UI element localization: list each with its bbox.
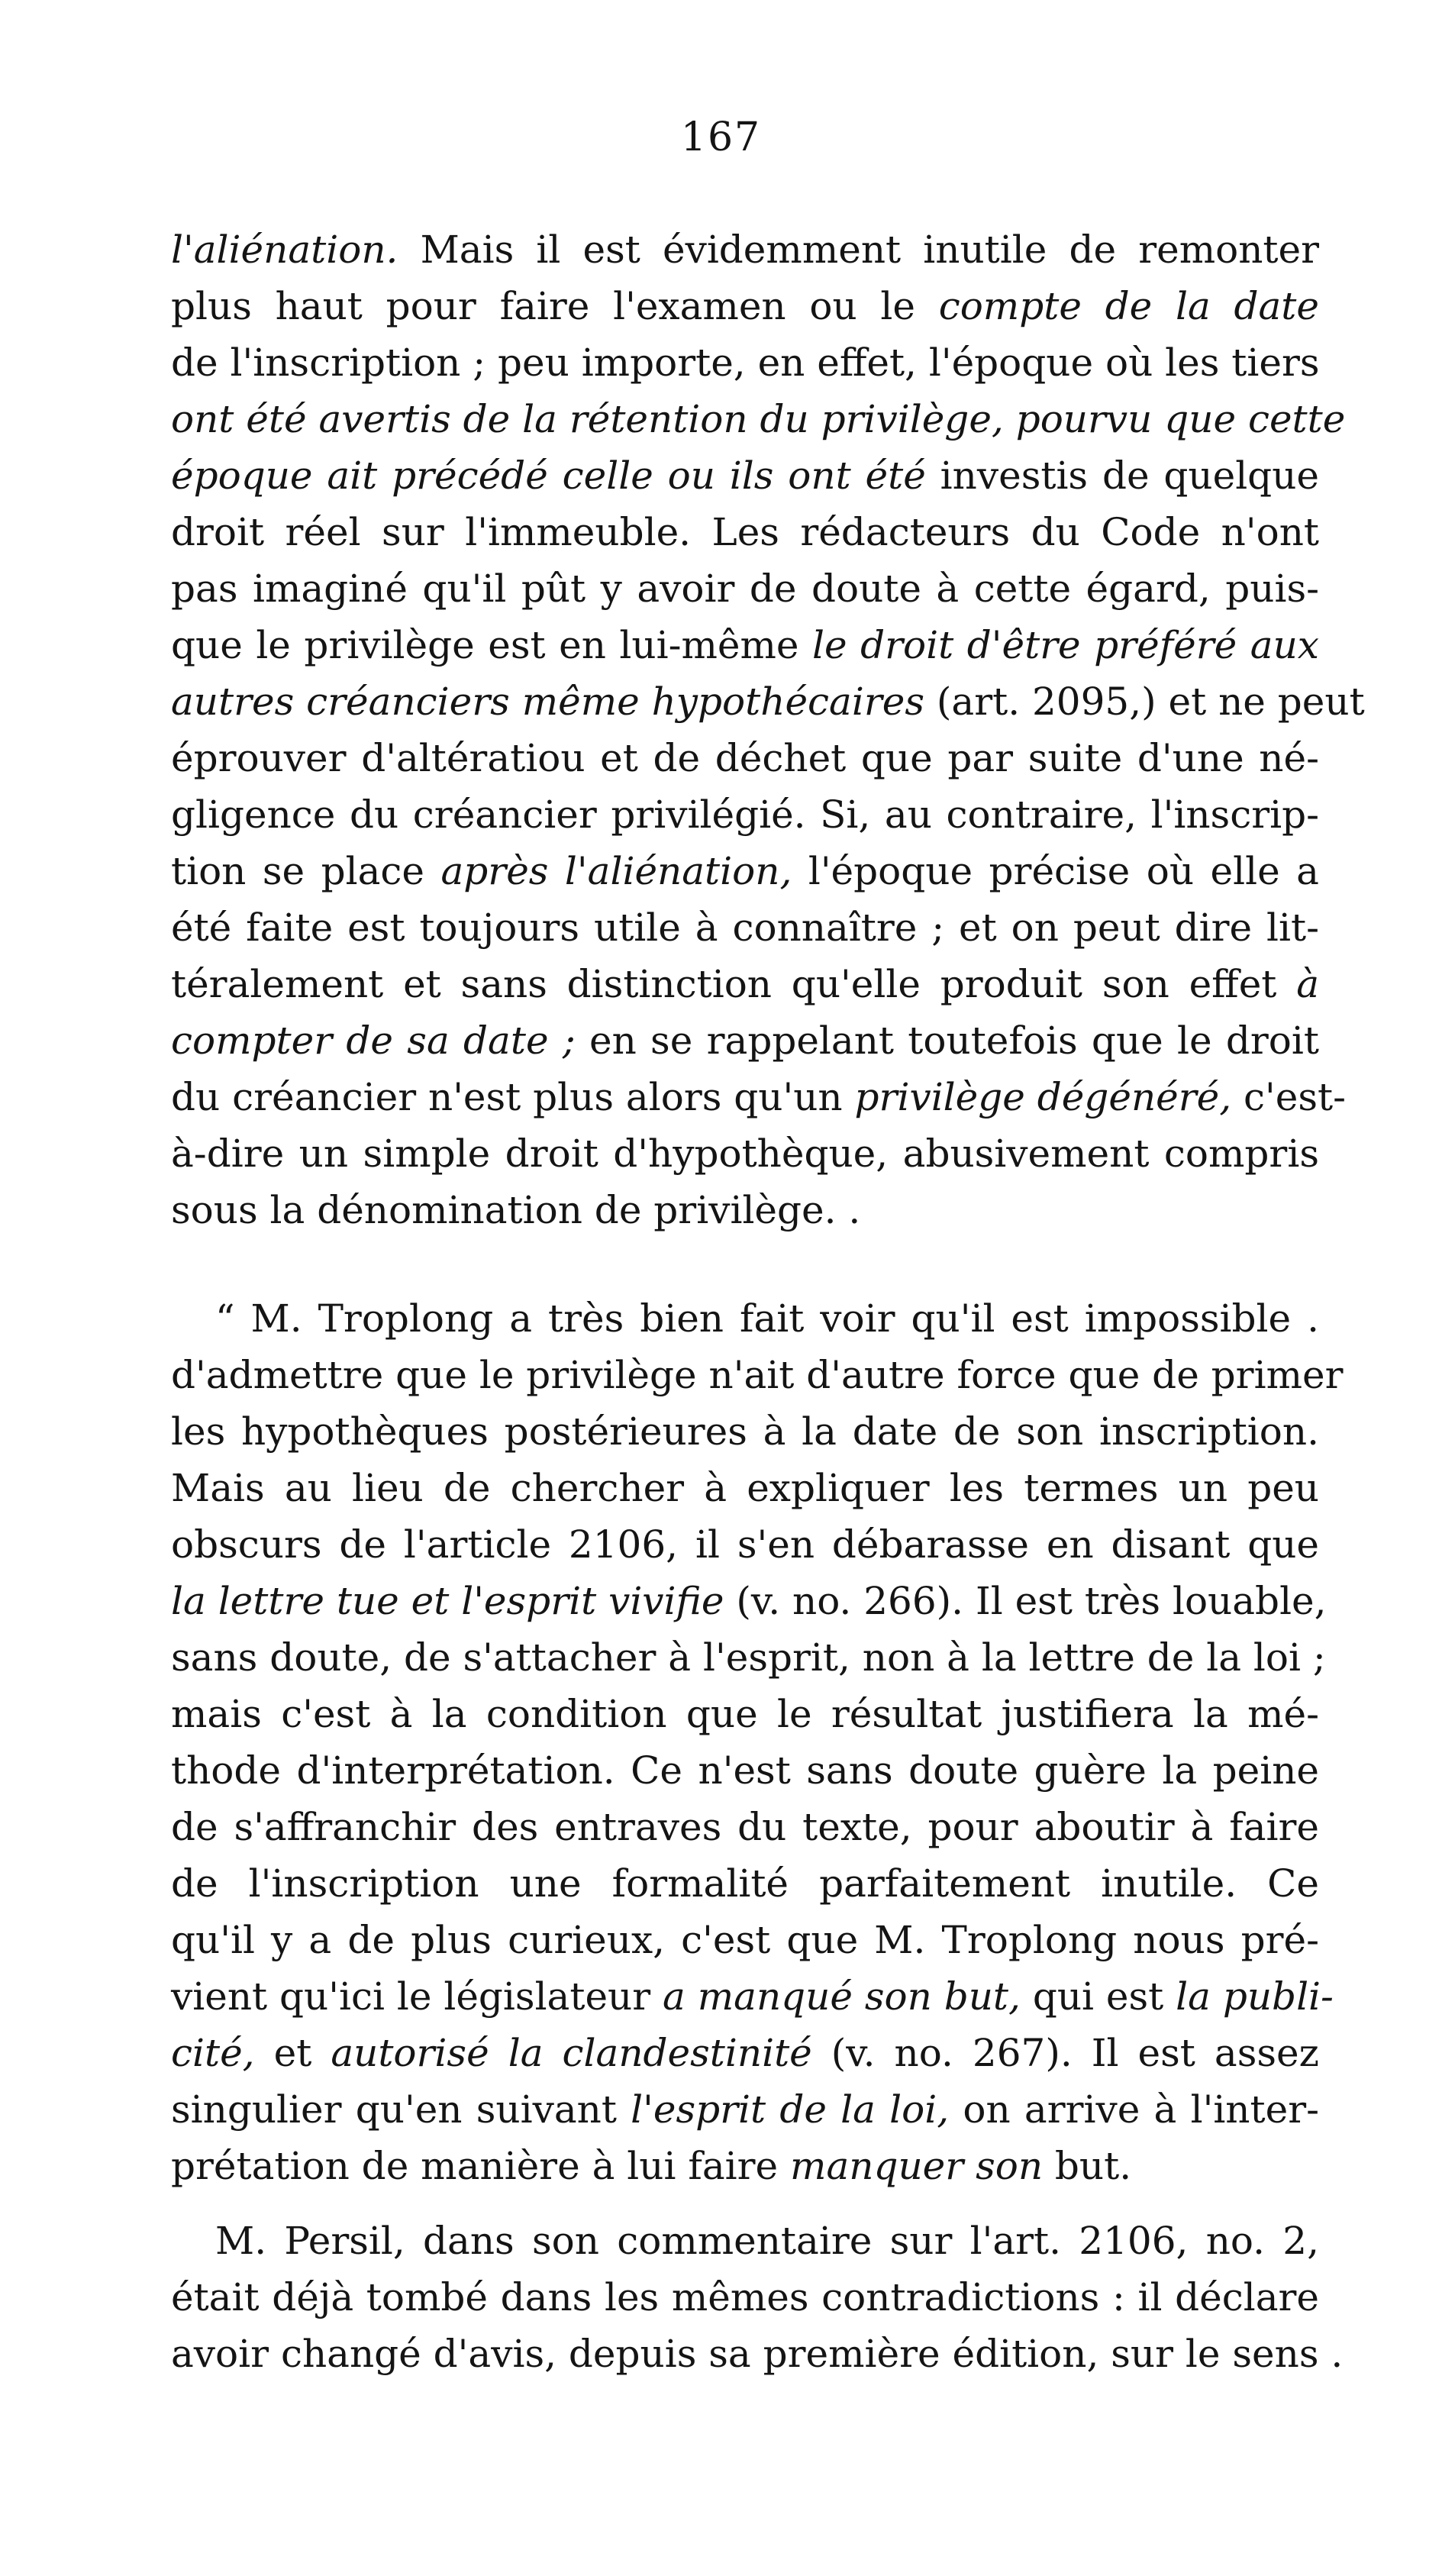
italic-text: privilège dégénéré, [854,1075,1232,1119]
text-segment: de l'inscription ; peu importe, en effet, l'époque où les tiers [171,341,1320,385]
text-line [171,278,1319,334]
text-line [171,1968,1334,2025]
text-segment: de s'affranchir des entraves du texte, pour aboutir à faire [171,1805,1319,1849]
text-line [171,1629,1326,1686]
text-line [171,1290,1319,1347]
text-segment: l'époque précise où elle a [792,849,1319,893]
text-segment: était déjà tombé dans les mêmes contradictions : il déclare [171,2275,1319,2319]
text-segment: à-dire un simple droit d'hypothèque, abusivement compris [171,1131,1319,1176]
italic-text: a manqué son but, [663,1974,1021,2019]
text-segment: M. Persil, dans son commentaire sur l'art. 2106, no. 2, [215,2219,1319,2263]
text-line [171,1516,1319,1573]
text-segment: plus haut pour faire l'examen ou le [171,284,939,328]
text-line [171,2025,1319,2081]
italic-text: le droit d'être préféré aux [812,623,1319,667]
text-line [171,221,1319,278]
text-segment: tion se place [171,849,441,893]
italic-text: manquer son [790,2144,1044,2188]
text-segment: et [254,2031,331,2075]
text-line [171,673,1365,730]
text-line [171,1686,1319,1742]
text-segment: de l'inscription une formalité parfaitement inutile. Ce [171,1861,1319,1906]
text-line [171,1742,1319,1799]
text-segment: que le privilège est en lui-même [171,623,813,667]
text-line [171,2213,1319,2269]
paragraph [171,2213,1344,2382]
italic-text: ont été avertis de la rétention du privilège, pourvu que cette [171,397,1346,441]
text-segment: vient qu'ici le législateur [171,1974,663,2019]
text-line [171,843,1319,899]
text-segment: Mais il est évidemment inutile de remonter [398,228,1319,272]
text-segment: mais c'est à la condition que le résultat justifiera la mé- [171,1692,1319,1736]
italic-text: compte de la date [938,284,1319,328]
text-segment: qui est [1020,1974,1176,2019]
text-segment: gligence du créancier privilégié. Si, au contraire, l'inscrip- [171,792,1319,837]
text-line [171,1182,1319,1238]
text-line [171,447,1319,504]
text-line [171,2326,1344,2382]
text-segment: les hypothèques postérieures à la date de son inscription. [171,1409,1319,1454]
text-segment: téralement et sans distinction qu'elle produit son effet [171,962,1297,1006]
text-line [171,334,1319,391]
italic-text: époque ait précédé celle ou ils ont été [171,454,926,498]
text-segment: en se rappelant toutefois que le droit [575,1018,1319,1063]
italic-text: la lettre tue et l'esprit vivifie [171,1579,724,1623]
text-segment: qu'il y a de plus curieux, c'est que M. Troplong nous pré- [171,1918,1319,1962]
text-segment: avoir changé d'avis, depuis sa première édition, sur le sens . [171,2332,1344,2376]
text-line [171,1799,1319,1855]
text-line [171,1069,1347,1125]
text-segment: prétation de manière à lui faire [171,2144,791,2188]
paragraph [171,221,1365,1238]
text-segment: (v. no. 267). Il est assez [811,2031,1319,2075]
text-segment: pas imaginé qu'il pût y avoir de doute à cette égard, puis- [171,567,1319,611]
italic-text: l'esprit de la loi, [631,2087,950,2132]
text-line [171,2138,1319,2194]
text-segment: thode d'interprétation. Ce n'est sans doute guère la peine [171,1748,1319,1793]
italic-text: la publi- [1176,1974,1334,2019]
text-segment: du créancier n'est plus alors qu'un [171,1075,855,1119]
paragraph [171,1290,1344,2194]
text-segment: éprouver d'altératiou et de déchet que par suite d'une né- [171,736,1319,780]
text-line [171,730,1319,786]
italic-text: après l'aliénation, [440,849,792,893]
text-line [171,504,1319,560]
text-segment: (art. 2095,) et ne peut [924,680,1365,724]
text-segment: c'est- [1231,1075,1347,1119]
text-line [171,391,1346,447]
text-segment: Mais au lieu de chercher à expliquer les termes un peu [171,1466,1319,1510]
page-number: 167 [680,115,762,160]
text-segment: d'admettre que le privilège n'ait d'autre force que de primer [171,1353,1344,1397]
text-line [171,1403,1319,1460]
italic-text: l'aliénation. [171,228,398,272]
text-line [171,2081,1319,2138]
text-line [171,1460,1319,1516]
italic-text: à [1296,962,1319,1006]
text-segment: but. [1043,2144,1132,2188]
text-segment: sans doute, de s'attacher à l'esprit, non à la lettre de la loi ; [171,1635,1326,1680]
text-line [171,1125,1319,1182]
italic-text: cité, [171,2031,255,2075]
text-line [171,560,1319,617]
text-segment: singulier qu'en suivant [171,2087,631,2132]
text-line [171,617,1319,673]
text-line [171,2269,1319,2326]
text-segment: on arrive à l'inter- [949,2087,1319,2132]
text-segment: été faite est toujours utile à connaître ; et on peut dire lit- [171,905,1319,950]
text-line [171,1855,1319,1912]
italic-text: autres créanciers même hypothécaires [171,680,924,724]
text-line [171,1347,1344,1403]
italic-text: autorisé la clandestinité [331,2031,812,2075]
text-line [171,786,1319,843]
text-segment: (v. no. 266). Il est très louable, [724,1579,1327,1623]
text-segment: sous la dénomination de privilège. . [171,1188,861,1232]
text-segment: droit réel sur l'immeuble. Les rédacteurs du Code n'ont [171,510,1319,554]
text-line [171,899,1319,956]
text-segment: obscurs de l'article 2106, il s'en débarasse en disant que [171,1522,1319,1567]
text-segment: investis de quelque [925,454,1319,498]
text-line [171,1912,1319,1968]
text-line [171,1012,1319,1069]
italic-text: compter de sa date ; [171,1018,576,1063]
text-line [171,1573,1327,1629]
text-segment: “ M. Troplong a très bien fait voir qu'il est impossible . [215,1296,1319,1341]
text-line [171,956,1319,1012]
